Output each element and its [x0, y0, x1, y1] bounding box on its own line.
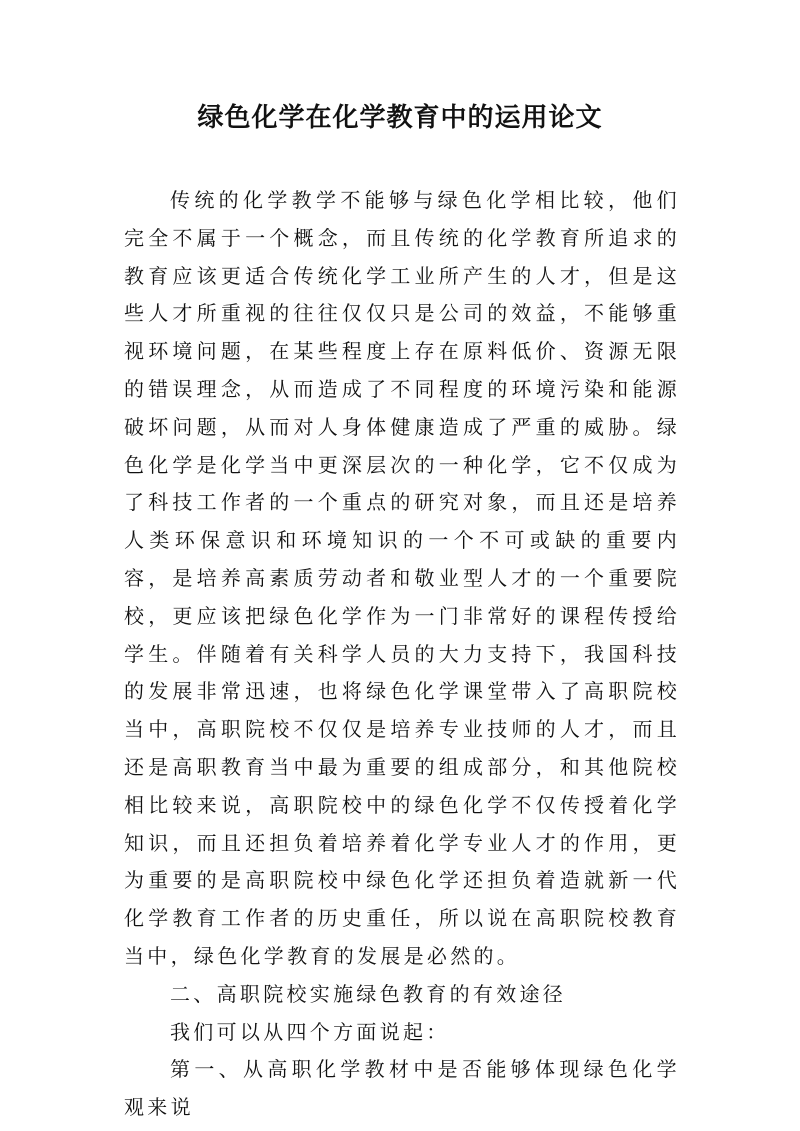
paragraph-lead-in: 我们可以从四个方面说起： — [170, 1019, 450, 1044]
paragraph-intro: 传统的化学教学不能够与绿色化学相比较，他们完全不属于一个概念，而且传统的化学教育所追求的教育应该更适合传统化学工业所产生的人才，但是这些人才所重视的往往仅仅只是公司的效益，不能够重视环境问题，在某些程度上存在原料低价、资源无限的错误理念，从而造成了不同程度的环境污染和能源破坏问题，从而对人身体健康造成了严重的威胁。绿色化学是化学当中更深层次的一种化学，它不仅成为了科技工作者的一个重点的研究对象，而且还是培养人类环保意识和环境知识的一个不可或缺的重要内容，是培养高素质劳动者和敬业型人才的一个重要院校，更应该把绿色化学作为一门非常好的课程传授给学生。伴随着有关科学人员的大力支持下，我国科技的发展非常迅速，也将绿色化学课堂带入了高职院校当中，高职院校不仅仅是培养专业技师的人才，而且还是高职教育当中最为重要的组成部分，和其他院校相比较来说，高职院校中的绿色化学不仅传授着化学知识，而且还担负着培养着化学专业人才的作用，更为重要的是高职院校中绿色化学还担负着造就新一代化学教育工作者的历史重任，所以说在高职院校教育当中，绿色化学教育的发展是必然的。 — [124, 188, 680, 968]
section-heading: 二、高职院校实施绿色教育的有效途径 — [170, 981, 567, 1006]
paragraph-first-point: 第一、从高职化学教材中是否能够体现绿色化学观来说 — [124, 1057, 680, 1120]
document-title: 绿色化学在化学教育中的运用论文 — [197, 103, 603, 133]
document-body — [124, 182, 680, 1127]
